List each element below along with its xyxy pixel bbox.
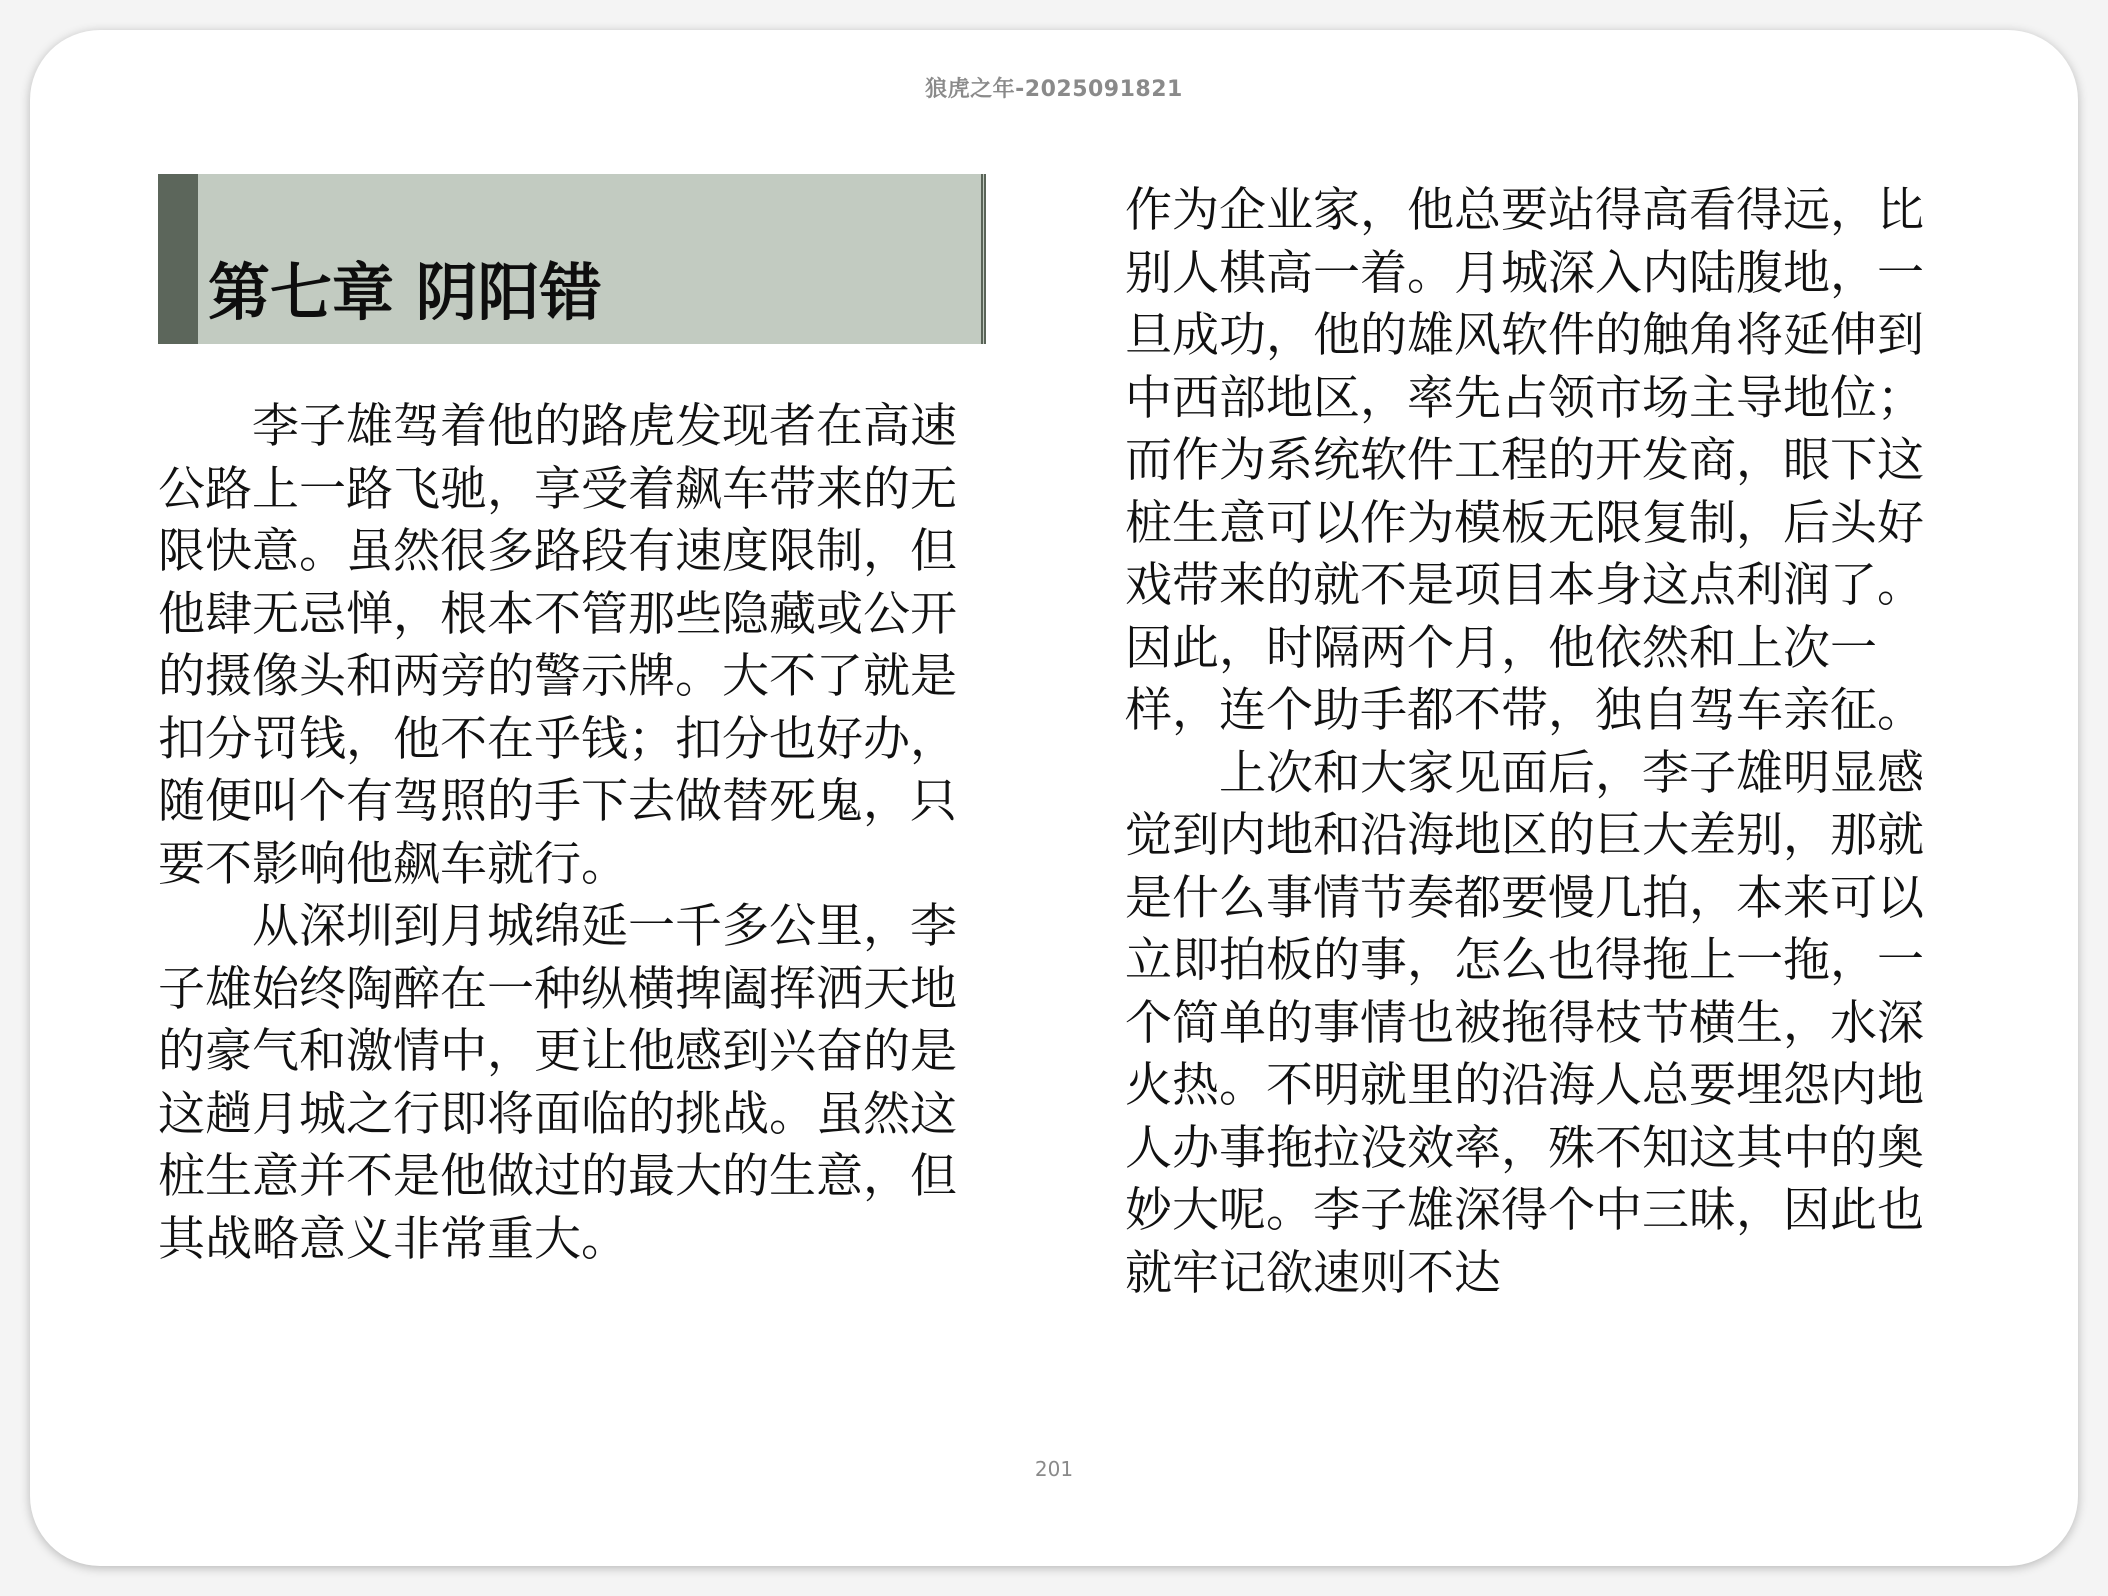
paragraph-continued: 作为企业家，他总要站得高看得远，比别人棋高一着。月城深入内陆腹地，一旦成功，他的雄风软件的触角将延伸到中西部地区，率先占领市场主导地位；而作为系统软件工程的开发商，眼下这桩生意可以作为模板无限复制，后头好戏带来的就不是项目本身这点利润了。因此，时隔两个月，他依然和上次一样，连个助手都不带，独自驾车亲征。 — [1125, 183, 1924, 738]
paragraph: 从深圳到月城绵延一千多公里，李子雄始终陶醉在一种纵横捭阖挥洒天地的豪气和激情中，更让他感到兴奋的是这趟月城之行即将面临的挑战。虽然这桩生意并不是他做过的最大的生意，但其战略意义非常重大。 — [158, 899, 957, 1267]
paragraph: 上次和大家见面后，李子雄明显感觉到内地和沿海地区的巨大差别，那就是什么事情节奏都要慢几拍，本来可以立即拍板的事，怎么也得拖上一拖，一个简单的事情也被拖得枝节横生，水深火热。不明就里的沿海人总要埋怨内地人办事拖拉没效率，殊不知这其中的奥妙大呢。李子雄深得个中三昧，因此也就牢记欲速则不达 — [1125, 745, 1924, 1301]
left-text-column — [158, 396, 968, 1271]
right-text-column — [1125, 180, 1935, 1305]
chapter-heading-accent-bar — [158, 174, 198, 344]
chapter-heading-box — [158, 174, 986, 344]
book-title-header: 狼虎之年-2025091821 — [925, 77, 1183, 102]
book-page[interactable] — [30, 30, 2078, 1566]
page-number: 201 — [1034, 1457, 1074, 1481]
paragraph: 李子雄驾着他的路虎发现者在高速公路上一路飞驰，享受着飙车带来的无限快意。虽然很多路段有速度限制，但他肆无忌惮，根本不管那些隐藏或公开的摄像头和两旁的警示牌。大不了就是扣分罚钱，他不在乎钱；扣分也好办，随便叫个有驾照的手下去做替死鬼，只要不影响他飙车就行。 — [158, 399, 957, 892]
chapter-title: 第七章 阴阳错 — [208, 256, 602, 329]
